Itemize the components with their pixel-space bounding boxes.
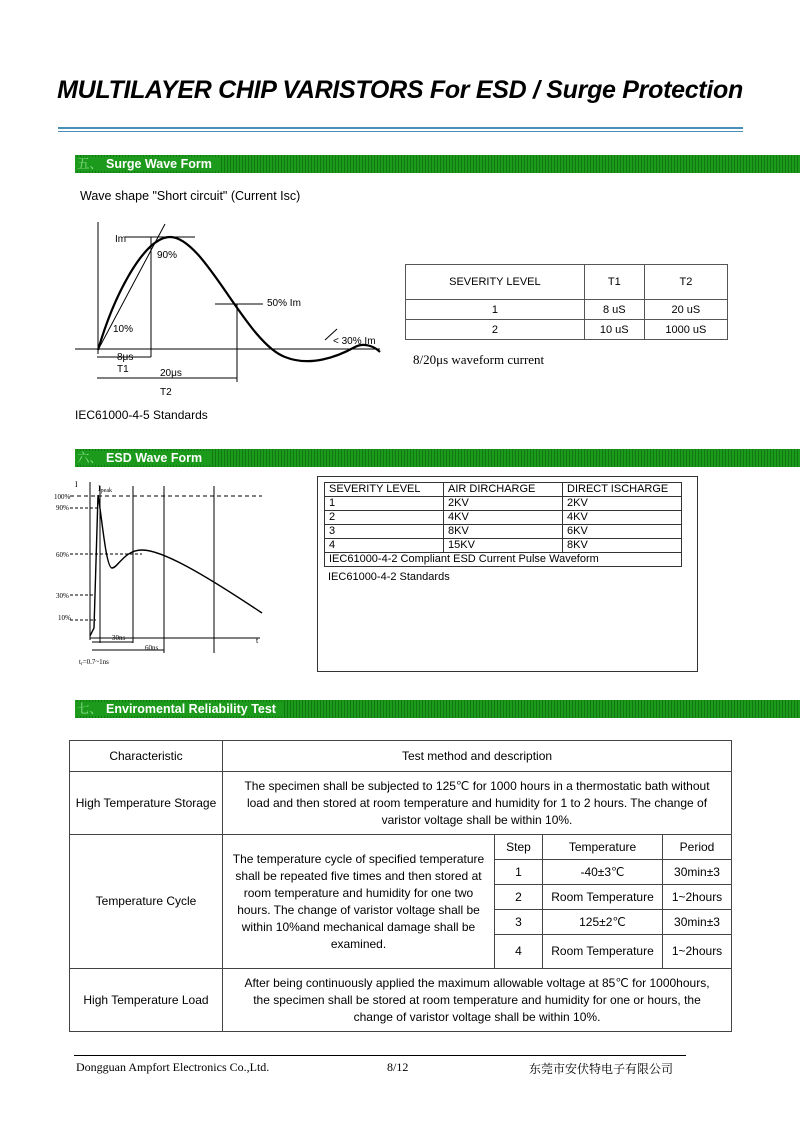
table-cell: High Temperature Load: [70, 969, 223, 1032]
section-bar-surge: [75, 155, 800, 173]
label-10: 10%: [58, 614, 71, 622]
esd-waveform-figure: [52, 478, 267, 670]
table-cell: 4: [325, 539, 444, 553]
label-ipeak: [98, 484, 112, 494]
table-row: [325, 539, 682, 553]
table-row: [325, 511, 682, 525]
section-title: Enviromental Reliability Test: [106, 702, 280, 716]
table-header: SEVERITY LEVEL: [325, 483, 444, 497]
table-cell: 1~2hours: [663, 935, 732, 969]
table-cell: 8KV: [563, 539, 682, 553]
surge-standard: IEC61000-4-5 Standards: [75, 408, 208, 422]
table-cell: 4KV: [444, 511, 563, 525]
surge-severity-table: [405, 264, 728, 340]
label-100: 100%: [54, 493, 71, 501]
table-cell: 3: [495, 910, 543, 935]
table-cell: 2: [406, 320, 585, 340]
section-bar-esd: [75, 449, 800, 467]
footer-rule: [74, 1055, 686, 1056]
table-cell: 2: [325, 511, 444, 525]
label-ipeak-text: I: [98, 484, 101, 493]
table-cell: 1: [325, 497, 444, 511]
label-90: 90%: [56, 504, 69, 512]
table-cell: 15KV: [444, 539, 563, 553]
table-header: DIRECT ISCHARGE: [563, 483, 682, 497]
surge-waveform-figure: [75, 182, 395, 402]
section-prefix: 六、: [77, 451, 106, 465]
table-row: [325, 525, 682, 539]
table-cell: 1: [495, 860, 543, 885]
section-prefix: 五、: [77, 157, 106, 171]
table-note: IEC61000-4-2 Compliant ESD Current Pulse Waveform: [325, 553, 682, 567]
label-30: 30%: [56, 592, 69, 600]
table-cell: Room Temperature: [543, 885, 663, 910]
table-cell: The temperature cycle of specified temperature shall be repeated five times and then stored at room temperature and humidity for one two hours. The change of varistor voltage shall be within 10%and mechanical damage shall be examined.: [223, 835, 495, 969]
page-title: MULTILAYER CHIP VARISTORS For ESD / Surge Protection: [57, 76, 743, 104]
esd-severity-table: [324, 482, 682, 567]
table-header: Step: [495, 835, 543, 860]
esd-info-box: [317, 476, 698, 672]
table-header: T1: [584, 265, 644, 300]
table-cell: 4KV: [563, 511, 682, 525]
table-row: [406, 300, 728, 320]
label-10: 10%: [113, 324, 134, 335]
table-cell: Room Temperature: [543, 935, 663, 969]
table-header: T2: [644, 265, 727, 300]
table-cell: 30min±3: [663, 910, 732, 935]
label-ipeak-sub: peak: [100, 488, 112, 494]
table-cell: 8 uS: [584, 300, 644, 320]
table-row: [70, 969, 732, 1032]
label-im: Im: [115, 234, 127, 245]
footer-company: Dongguan Ampfort Electronics Co.,Ltd.: [76, 1060, 270, 1074]
table-cell: 2KV: [563, 497, 682, 511]
header-rule-thin: [58, 131, 743, 132]
table-cell: 1: [406, 300, 585, 320]
table-row: [325, 497, 682, 511]
footer-page-number: 8/12: [387, 1060, 409, 1074]
table-header: Characteristic: [70, 741, 223, 772]
table-cell: 30min±3: [663, 860, 732, 885]
label-60ns: 60ns: [145, 644, 159, 652]
table-cell: After being continuously applied the maximum allowable voltage at 85℃ for 1000hours, the specimen shall be stored at room temperature and humidity for one or hours, the change of varistor voltage shall be within 10%.: [223, 969, 732, 1032]
label-90: 90%: [157, 250, 178, 261]
label-t2: T2: [160, 387, 172, 398]
label-i: I: [75, 480, 78, 489]
section-title: Surge Wave Form: [106, 157, 216, 171]
label-20us: 20μs: [160, 368, 182, 379]
label-8us: 8μs: [117, 352, 134, 363]
label-50: 50% Im: [267, 298, 301, 309]
table-cell: 2: [495, 885, 543, 910]
table-cell: The specimen shall be subjected to 125℃ for 1000 hours in a thermostatic bath without load and then stored at room temperature and humidity for 1 to 2 hours. The change of varistor voltage shall be within 10%.: [223, 772, 732, 835]
table-row: [406, 320, 728, 340]
esd-standard: IEC61000-4-2 Standards: [328, 571, 450, 583]
table-cell: 1~2hours: [663, 885, 732, 910]
label-tr-sub: r: [80, 662, 83, 667]
reliability-table: [69, 740, 732, 1032]
table-header: Test method and description: [223, 741, 732, 772]
surge-caption: 8/20μs waveform current: [413, 352, 545, 367]
label-30ns: 30ns: [112, 634, 126, 642]
label-t: t: [256, 636, 259, 645]
table-cell: 1000 uS: [644, 320, 727, 340]
table-header: Temperature: [543, 835, 663, 860]
table-row: [70, 772, 732, 835]
table-cell: High Temperature Storage: [70, 772, 223, 835]
section-bar-reliability: [75, 700, 800, 718]
table-cell: 2KV: [444, 497, 563, 511]
table-cell: 125±2℃: [543, 910, 663, 935]
table-cell: Temperature Cycle: [70, 835, 223, 969]
surge-wave-title: Wave shape "Short circuit" (Current Isc): [80, 189, 301, 203]
table-cell: 8KV: [444, 525, 563, 539]
table-cell: 20 uS: [644, 300, 727, 320]
table-header: Period: [663, 835, 732, 860]
table-cell: 4: [495, 935, 543, 969]
label-30: < 30% Im: [333, 336, 376, 347]
table-cell: 6KV: [563, 525, 682, 539]
table-header: SEVERITY LEVEL: [406, 265, 585, 300]
label-60: 60%: [56, 551, 69, 559]
header-rule: [58, 127, 743, 129]
footer-company-cn: 东莞市安伏特电子有限公司: [529, 1062, 674, 1076]
table-cell: 10 uS: [584, 320, 644, 340]
label-tr: [79, 658, 109, 667]
table-cell: 3: [325, 525, 444, 539]
label-t1: T1: [117, 364, 129, 375]
table-row: [70, 835, 732, 860]
label-tr-text: t: [79, 658, 81, 666]
table-cell: -40±3℃: [543, 860, 663, 885]
label-tr-val: =0.7~1ns: [82, 658, 109, 666]
section-title: ESD Wave Form: [106, 451, 206, 465]
table-header: AIR DIRCHARGE: [444, 483, 563, 497]
section-prefix: 七、: [77, 702, 106, 716]
